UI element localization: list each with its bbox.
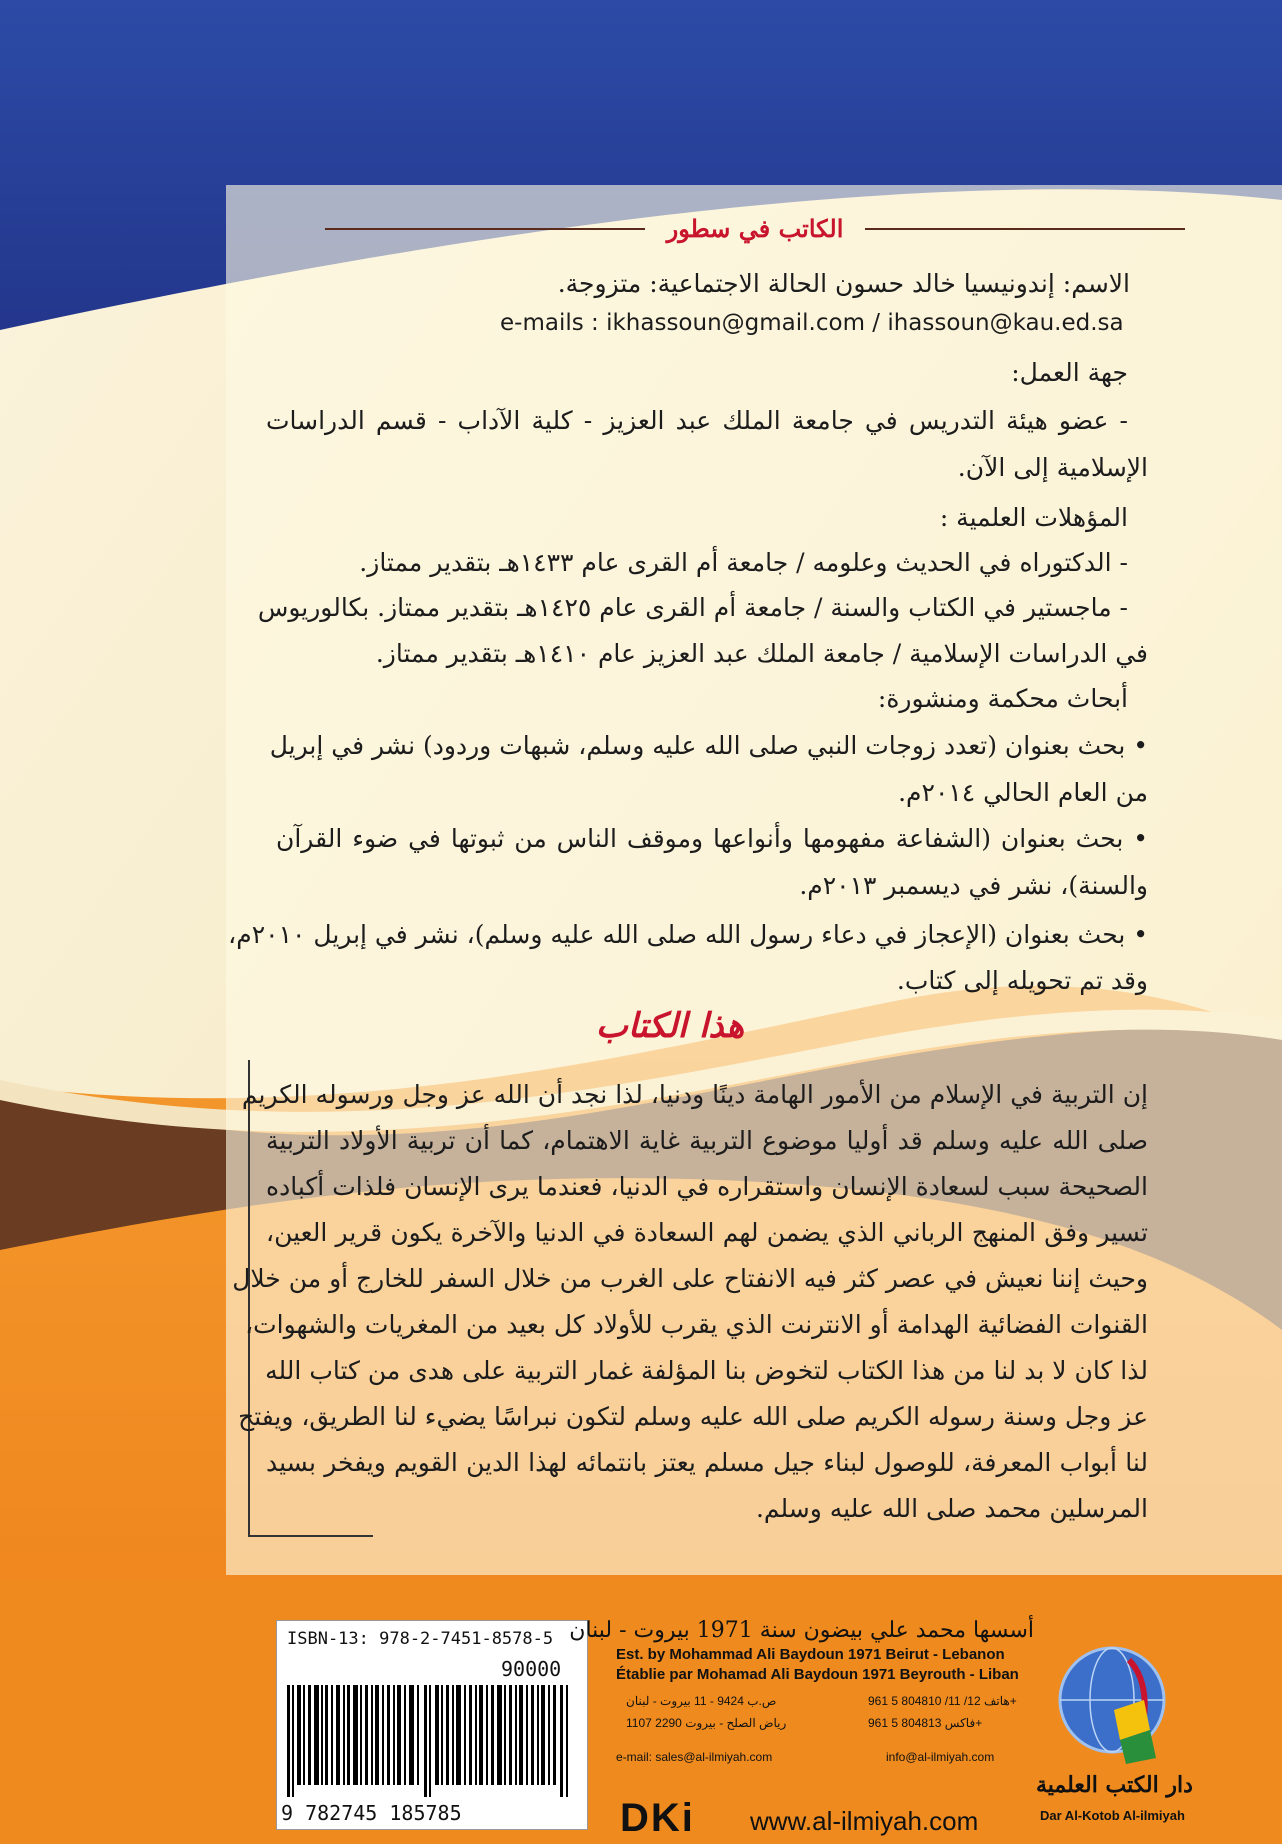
dki-brand: DKi <box>620 1796 695 1840</box>
author-heading: الكاتب في سطور <box>666 214 844 243</box>
publisher-french-line: Établie par Mohamad Ali Baydoun 1971 Beyrouth - Liban <box>616 1666 1019 1683</box>
publisher-fax: فاكس 804813 5 961+ <box>868 1716 983 1730</box>
author-section-heading <box>226 214 1282 243</box>
globe-logo-icon <box>1054 1640 1204 1770</box>
barcode-icon <box>287 1685 577 1797</box>
book-text-line: القنوات الفضائية الهدامة أو الانترنت الذي يقرب للأولاد كل بعيد من المغريات والشهوات، <box>245 1310 1148 1339</box>
divider <box>325 228 645 230</box>
publisher-logo-arabic: دار الكتب العلمية <box>1036 1772 1193 1798</box>
publisher-phone: هاتف 12/ 11/ 804810 5 961+ <box>868 1694 1017 1708</box>
research-item: • بحث بعنوان (الشفاعة مفهومها وأنواعها وموقف الناس من ثبوتها في ضوء القرآن <box>276 824 1148 853</box>
book-text-line: إن التربية في الإسلام من الأمور الهامة دينًا ودنيا، لذا نجد أن الله عز وجل ورسوله الكريم <box>241 1080 1148 1109</box>
research-item: من العام الحالي ٢٠١٤م. <box>898 778 1148 807</box>
book-text-line: الصحيحة سبب لسعادة الإنسان واستقراره في الدنيا، فعندما يرى الإنسان فلذات أكباده <box>266 1172 1148 1201</box>
work-line: - عضو هيئة التدريس في جامعة الملك عبد العزيز - كلية الآداب - قسم الدراسات <box>266 406 1128 435</box>
research-item: وقد تم تحويله إلى كتاب. <box>896 966 1148 995</box>
publisher-address: رياض الصلح - بيروت 2290 1107 <box>626 1716 787 1730</box>
book-text-line: عز وجل وسنة رسوله الكريم صلى الله عليه وسلم لتكون نبراسًا يضيء لنا الطريق، ويفتح <box>238 1402 1148 1431</box>
isbn-barcode-box <box>276 1620 588 1830</box>
book-text-line: وحيث إننا نعيش في عصر كثر فيه الانفتاح على الغرب من خلال السفر للخارج أو من خلال <box>232 1264 1148 1293</box>
publisher-info-email: info@al-ilmiyah.com <box>886 1750 995 1764</box>
publisher-english-line: Est. by Mohammad Ali Baydoun 1971 Beirut - Lebanon <box>616 1646 1005 1663</box>
qualification-line: في الدراسات الإسلامية / جامعة الملك عبد العزيز عام ١٤١٠هـ بتقدير ممتاز. <box>375 639 1148 668</box>
book-text-line: لنا أبواب المعرفة، للوصول لبناء جيل مسلم يعتز بانتمائه لهذا الدين القويم ويفخر بسيد <box>266 1448 1148 1477</box>
isbn-digits: 9 782745 185785 <box>281 1801 462 1825</box>
publisher-pobox: ص.ب 9424 - 11 بيروت - لبنان <box>626 1694 777 1708</box>
work-line: الإسلامية إلى الآن. <box>957 453 1148 482</box>
publisher-sales-email: e-mail: sales@al-ilmiyah.com <box>616 1750 773 1764</box>
bracket <box>248 1060 250 1535</box>
research-item: • بحث بعنوان (تعدد زوجات النبي صلى الله عليه وسلم، شبهات وردود) نشر في إبريل <box>269 731 1148 760</box>
publisher-logo-english: Dar Al-Kotob Al-ilmiyah <box>1040 1808 1185 1823</box>
qualification-line: - ماجستير في الكتاب والسنة / جامعة أم القرى عام ١٤٢٥هـ بتقدير ممتاز. بكالوريوس <box>257 593 1128 622</box>
publisher-arabic-line: أسسها محمد علي بيضون سنة 1971 بيروت - لبنان <box>569 1618 1034 1643</box>
qualification-line: - الدكتوراه في الحديث وعلومه / جامعة أم القرى عام ١٤٣٣هـ بتقدير ممتاز. <box>359 548 1128 577</box>
divider <box>865 228 1185 230</box>
bracket <box>248 1535 373 1537</box>
book-heading: هذا الكتاب <box>595 1006 745 1046</box>
isbn-price-code: 90000 <box>501 1657 562 1681</box>
book-text-line: المرسلين محمد صلى الله عليه وسلم. <box>755 1494 1148 1523</box>
isbn-label: ISBN-13: 978-2-7451-8578-5 <box>287 1629 554 1649</box>
author-emails: e-mails : ikhassoun@gmail.com / ihassoun@kau.ed.sa <box>500 310 1124 336</box>
work-heading: جهة العمل: <box>1011 358 1128 387</box>
research-item: • بحث بعنوان (الإعجاز في دعاء رسول الله صلى الله عليه وسلم)، نشر في إبريل ٢٠١٠م، <box>228 920 1148 949</box>
author-name-line: الاسم: إندونيسيا خالد حسون الحالة الاجتماعية: متزوجة. <box>557 269 1130 298</box>
research-item: والسنة)، نشر في ديسمبر ٢٠١٣م. <box>799 871 1148 900</box>
qualifications-heading: المؤهلات العلمية : <box>939 503 1128 532</box>
book-text-line: لذا كان لا بد لنا من هذا الكتاب لتخوض بنا المؤلفة غمار التربية على هدى من كتاب الله <box>265 1356 1148 1385</box>
book-text-line: تسير وفق المنهج الرباني الذي يضمن لهم السعادة في الدنيا والآخرة يكون قرير العين، <box>266 1218 1148 1247</box>
research-heading: أبحاث محكمة ومنشورة: <box>877 684 1128 713</box>
publisher-website[interactable]: www.al-ilmiyah.com <box>750 1806 979 1836</box>
book-text-line: صلى الله عليه وسلم قد أوليا موضوع التربية غاية الاهتمام، كما أن تربية الأولاد التربية <box>266 1126 1148 1155</box>
